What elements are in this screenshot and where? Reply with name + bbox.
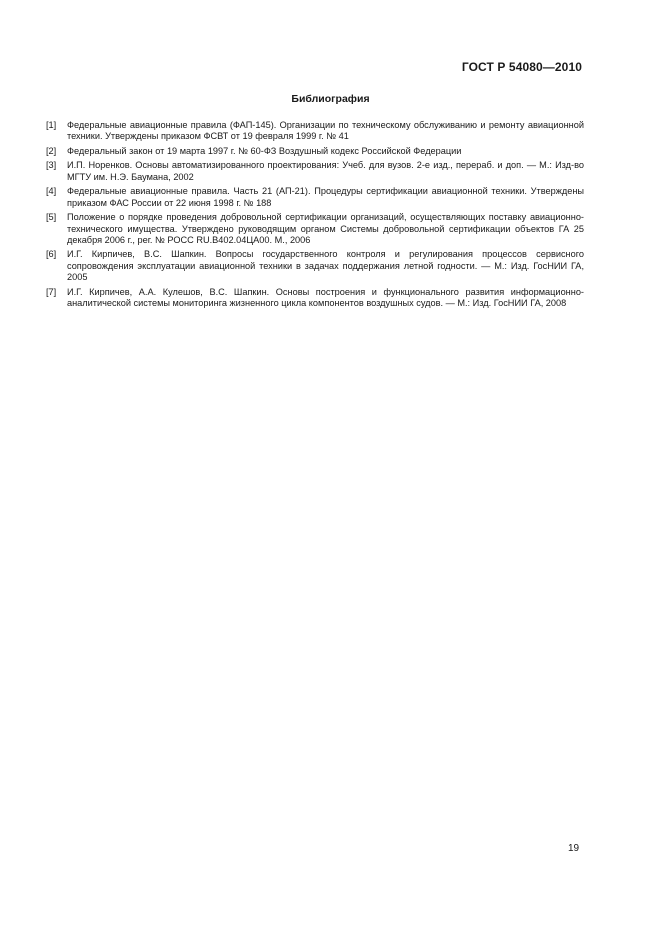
bibliography-entry: [46, 120, 584, 143]
entry-number: [3]: [46, 160, 57, 171]
bibliography-list: [46, 120, 584, 313]
entry-number: [6]: [46, 249, 57, 260]
entry-text: И.Г. Кирпичев, А.А. Кулешов, В.С. Шапкин. Основы построения и функционального развития информационно-аналитической системы мониторинга жизненного цикла компонентов воздушных судов. — М.: Изд. ГосНИИ ГА, 2008: [67, 286, 584, 308]
entry-number: [5]: [46, 212, 57, 223]
entry-text: И.Г. Кирпичев, В.С. Шапкин. Вопросы государственного контроля и регулирования процессов сервисного сопровождения эксплуатации авиационной техники в задачах поддержания летной годности. — М.: Изд. ГосНИИ ГА, 2005: [67, 249, 584, 283]
entry-number: [7]: [46, 286, 57, 297]
entry-number: [1]: [46, 120, 57, 130]
bibliography-entry: [46, 146, 584, 157]
entry-number: [4]: [46, 186, 57, 197]
page-number: 19: [568, 843, 580, 854]
bibliography-entry: [46, 160, 584, 183]
entry-number: [2]: [46, 145, 57, 156]
bibliography-entry: [46, 186, 584, 209]
document-standard-id: ГОСТ Р 54080—2010: [461, 60, 582, 74]
entry-text: Положение о порядке проведения добровольной сертификации организаций, осуществляющих поставку авиационно-технического имущества. Утверждено руководящим органом Системы добровольной сертификации объектов ГА 25 декабря 2006 г., рег. № РОСС RU.B402.04ЦА00. М., 2006: [67, 212, 584, 245]
bibliography-entry: [46, 249, 584, 283]
entry-text: Федеральные авиационные правила. Часть 21 (АП-21). Процедуры сертификации авиационной техники. Утверждены приказом ФАС России от 22 июня 1998 г. № 188: [67, 186, 584, 208]
section-title: Библиография: [291, 93, 370, 105]
bibliography-entry: [46, 287, 584, 310]
entry-text: И.П. Норенков. Основы автоматизированного проектирования: Учеб. для вузов. 2-е изд., перераб. и доп. — М.: Изд-во МГТУ им. Н.Э. Баумана, 2002: [67, 160, 584, 182]
bibliography-entry: [46, 212, 584, 246]
entry-text: Федеральный закон от 19 марта 1997 г. № 60-ФЗ Воздушный кодекс Российской Федерации: [67, 145, 462, 156]
entry-text: Федеральные авиационные правила (ФАП-145). Организации по техническому обслуживанию и ремонту авиационной техники. Утверждены приказом ФСВТ от 19 февраля 1999 г. № 41: [67, 120, 584, 142]
